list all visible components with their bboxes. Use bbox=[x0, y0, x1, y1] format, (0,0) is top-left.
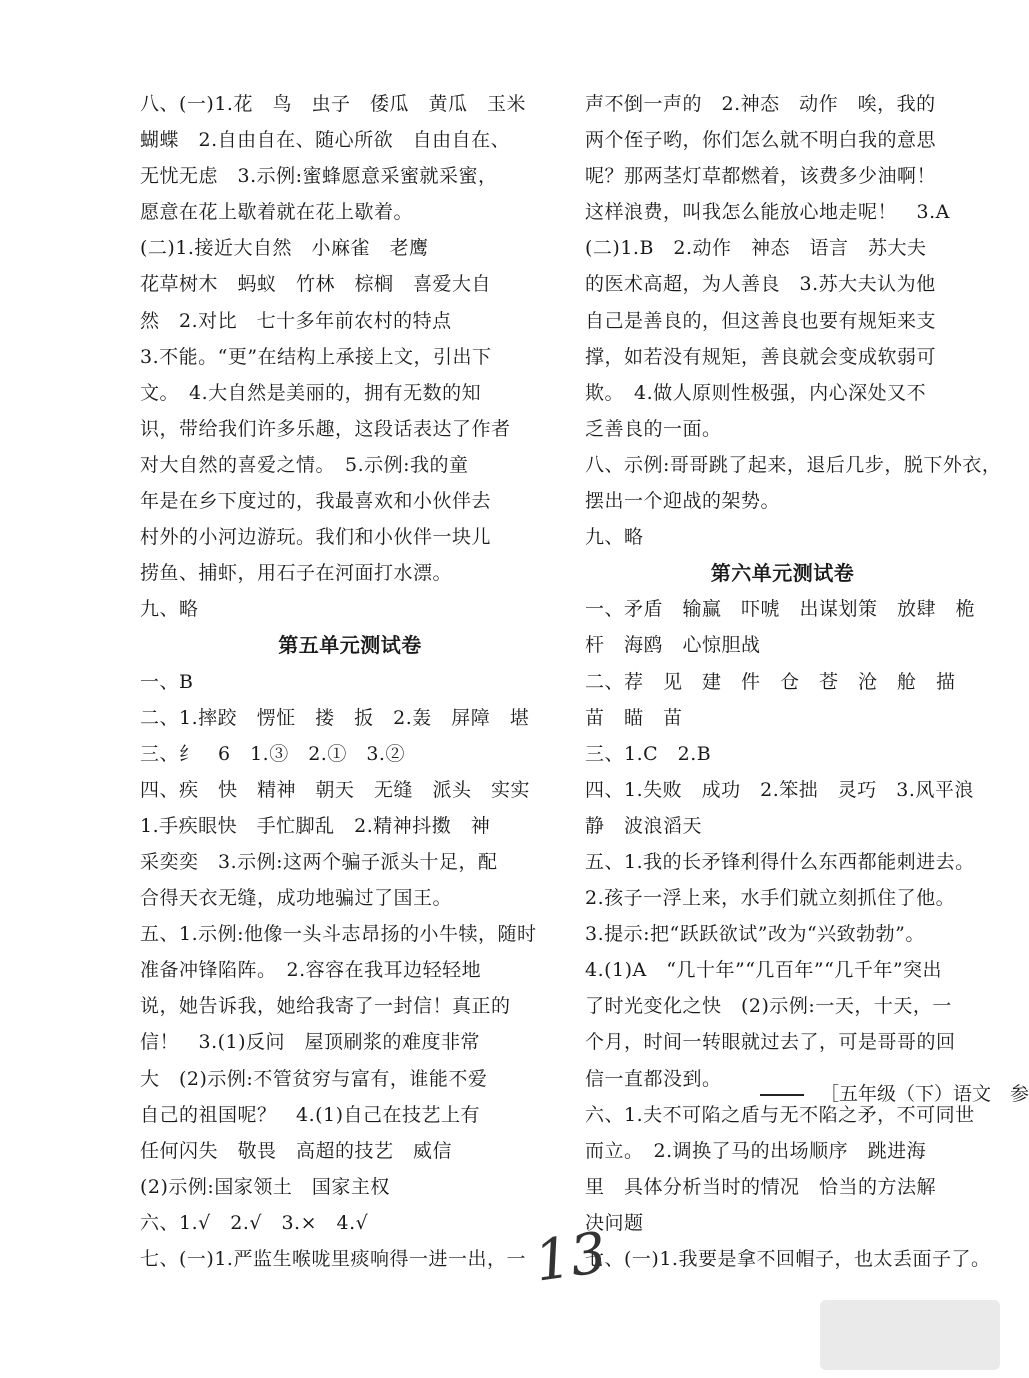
answer-line: 愿意在花上歇着就在花上歇着。 bbox=[140, 201, 414, 224]
answer-line: 六、1.√ 2.√ 3.× 4.√ bbox=[140, 1211, 369, 1234]
answer-line: 信一直都没到。 bbox=[585, 1067, 722, 1090]
watermark-logo bbox=[820, 1300, 1000, 1370]
answer-line: 3.提示:把“跃跃欲试”改为“兴致勃勃”。 bbox=[585, 923, 925, 946]
answer-line: 村外的小河边游玩。我们和小伙伴一块儿 bbox=[140, 526, 492, 549]
left-column bbox=[140, 86, 560, 1277]
answer-line: 了时光变化之快 (2)示例:一天，十天，一 bbox=[585, 995, 952, 1018]
answer-line: 蝴蝶 2.自由自在、随心所欲 自由自在、 bbox=[140, 129, 511, 152]
answer-line: 欺。 4.做人原则性极强，内心深处又不 bbox=[585, 381, 927, 404]
answer-line: 三、1.C 2.B bbox=[585, 742, 712, 765]
footer-label: ［五年级（下）语文 参 bbox=[820, 1083, 1029, 1105]
answer-line: 自己的祖国呢？ 4.(1)自己在技艺上有 bbox=[140, 1103, 481, 1126]
answer-line: 四、疾 快 精神 朝天 无缝 派头 实实 bbox=[140, 778, 531, 801]
answer-line: 二、1.摔跤 愣怔 搂 扳 2.轰 屏障 堪 bbox=[140, 706, 530, 729]
answer-line: 自己是善良的，但这善良也要有规矩来支 bbox=[585, 309, 937, 332]
answer-line: 七、(一)1.严监生喉咙里痰响得一进一出，一 bbox=[140, 1248, 526, 1270]
answer-line: 里 具体分析当时的情况 恰当的方法解 bbox=[585, 1175, 937, 1198]
answer-line: 2.孩子一浮上来，水手们就立刻抓住了他。 bbox=[585, 887, 956, 910]
answer-line: 五、1.示例:他像一头斗志昂扬的小牛犊，随时 bbox=[140, 923, 537, 946]
answer-line: 摆出一个迎战的架势。 bbox=[585, 490, 781, 513]
answer-line: 的医术高超，为人善良 3.苏大夫认为他 bbox=[585, 273, 936, 296]
answer-line: 一、B bbox=[140, 670, 194, 693]
answer-line: 4.(1)A “几十年”“几百年”“几千年”突出 bbox=[585, 959, 943, 982]
answer-line: (2)示例:国家领土 国家主权 bbox=[140, 1175, 390, 1198]
answer-line: 两个侄子哟，你们怎么就不明白我的意思 bbox=[585, 129, 937, 152]
section-title: 第六单元测试卷 bbox=[710, 561, 855, 586]
answer-line: 信！ 3.(1)反问 屋顶刷浆的难度非常 bbox=[140, 1031, 481, 1054]
answer-line: 声不倒一声的 2.神态 动作 唉，我的 bbox=[585, 93, 936, 115]
handwritten-page-number: 13 bbox=[530, 1220, 611, 1295]
answer-line: 八、示例:哥哥跳了起来，退后几步，脱下外衣， bbox=[585, 453, 1002, 476]
answer-line: 撑，如若没有规矩，善良就会变成软弱可 bbox=[585, 345, 937, 368]
answer-line: 静 波浪滔天 bbox=[585, 814, 703, 837]
answer-line: 而立。 2.调换了马的出场顺序 跳进海 bbox=[585, 1139, 927, 1162]
answer-line: 九、略 bbox=[140, 598, 199, 621]
answer-line: 3.不能。“更”在结构上承接上文，引出下 bbox=[140, 345, 492, 368]
answer-line: 杆 海鸥 心惊胆战 bbox=[585, 634, 761, 657]
answer-line: 乏善良的一面。 bbox=[585, 417, 722, 440]
answer-line: 识，带给我们许多乐趣，这段话表达了作者 bbox=[140, 417, 511, 440]
answer-line: 1.手疾眼快 手忙脚乱 2.精神抖擞 神 bbox=[140, 814, 491, 837]
answer-line: 一、矛盾 输赢 吓唬 出谋划策 放肆 桅 bbox=[585, 598, 976, 621]
answer-line: 七、(一)1.我要是拿不回帽子，也太丢面子了。 bbox=[585, 1248, 991, 1270]
answer-line: 决问题 bbox=[585, 1211, 644, 1234]
answer-line: 五、1.我的长矛锋利得什么东西都能刺进去。 bbox=[585, 850, 975, 873]
answer-line: 二、荐 见 建 件 仓 苍 沧 舱 描 bbox=[585, 670, 956, 693]
answer-line: 九、略 bbox=[585, 526, 644, 549]
answer-line: 任何闪失 敬畏 高超的技艺 威信 bbox=[140, 1139, 453, 1162]
answer-line: 捞鱼、捕虾，用石子在河面打水漂。 bbox=[140, 562, 453, 585]
answer-line: (二)1.接近大自然 小麻雀 老鹰 bbox=[140, 237, 429, 260]
footer-rule bbox=[760, 1094, 804, 1096]
answer-line: 文。 4.大自然是美丽的，拥有无数的知 bbox=[140, 381, 482, 404]
answer-line: 说，她告诉我，她给我寄了一封信！真正的 bbox=[140, 995, 511, 1018]
answer-line: 花草树木 蚂蚁 竹林 棕榈 喜爱大自 bbox=[140, 273, 492, 296]
answer-line: 六、1.夫不可陷之盾与无不陷之矛，不可同世 bbox=[585, 1103, 975, 1126]
answer-line: 四、1.失败 成功 2.笨拙 灵巧 3.风平浪 bbox=[585, 778, 974, 801]
answer-line: 年是在乡下度过的，我最喜欢和小伙伴去 bbox=[140, 490, 492, 513]
answer-line: 八、(一)1.花 鸟 虫子 倭瓜 黄瓜 玉米 bbox=[140, 93, 526, 115]
answer-line: 然 2.对比 七十多年前农村的特点 bbox=[140, 309, 452, 332]
answer-line: 大 (2)示例:不管贫穷与富有，谁能不爱 bbox=[140, 1067, 488, 1090]
page-footer bbox=[760, 1076, 1029, 1112]
answer-line: 合得天衣无缝，成功地骗过了国王。 bbox=[140, 887, 453, 910]
answer-line: 采奕奕 3.示例:这两个骗子派头十足，配 bbox=[140, 850, 498, 873]
answer-line: 呢？那两茎灯草都燃着，该费多少油啊！ bbox=[585, 165, 937, 188]
answer-line: 对大自然的喜爱之情。 5.示例:我的童 bbox=[140, 453, 469, 476]
section-title: 第五单元测试卷 bbox=[278, 633, 422, 658]
answer-line: 苗 瞄 苗 bbox=[585, 706, 683, 729]
answer-line: 无忧无虑 3.示例:蜜蜂愿意采蜜就采蜜， bbox=[140, 165, 498, 188]
answer-line: 准备冲锋陷阵。 2.容容在我耳边轻轻地 bbox=[140, 959, 482, 982]
answer-line: 这样浪费，叫我怎么能放心地走呢！ 3.A bbox=[585, 201, 950, 224]
answer-line: (二)1.B 2.动作 神态 语言 苏大夫 bbox=[585, 237, 927, 260]
answer-line: 三、纟 6 1.③ 2.① 3.② bbox=[140, 742, 405, 765]
answer-line: 个月，时间一转眼就过去了，可是哥哥的回 bbox=[585, 1031, 956, 1054]
